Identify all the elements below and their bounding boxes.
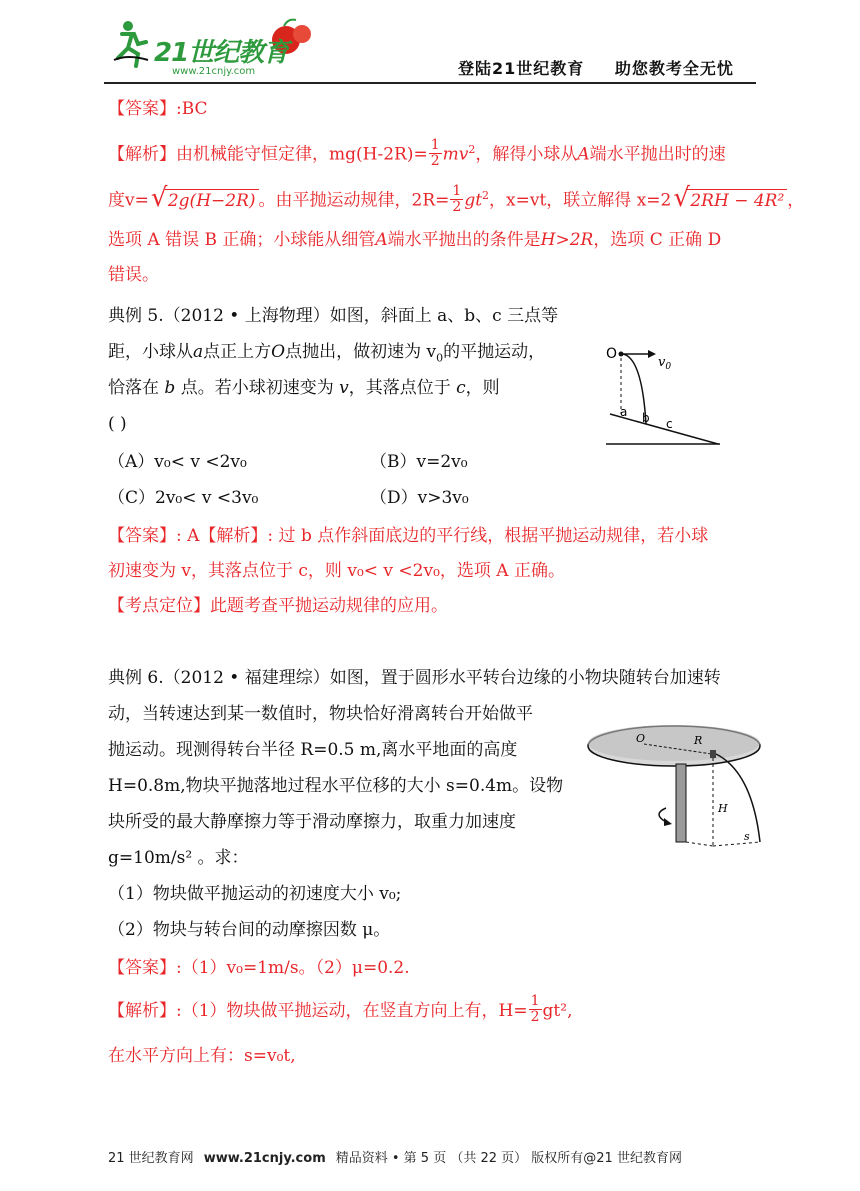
q4-answer-line [108, 97, 208, 121]
q4-analysis-line-4: 错误。 [108, 265, 159, 285]
text: 点正上方 [203, 342, 272, 362]
q5-answer-line-2: 初速变为 v，其落点位于 c，则 v₀< v <2v₀，选项 A 正确。 [108, 561, 565, 581]
text: 选项 A 错误 B 正确；小球能从细管 [108, 230, 376, 250]
incline-projectile-figure [596, 336, 726, 452]
block [710, 750, 716, 758]
fraction-denominator: 2 [430, 152, 440, 169]
q5-blank: ( ) [108, 414, 127, 434]
text: 度v= [108, 190, 149, 211]
q6-question-2: （2）物块与转台间的动摩擦因数 μ。 [108, 920, 391, 940]
text: A [375, 230, 388, 250]
text: ， [787, 190, 805, 211]
polygon [664, 818, 672, 826]
q6-stem-line-4: H=0.8m,物块平抛落地过程水平位移的大小 s=0.4m。设物 [108, 776, 564, 796]
text: ，选项 C 正确 D [593, 230, 722, 250]
logo-text: 21世纪教育 [154, 38, 289, 68]
text: mv [442, 144, 469, 165]
turntable-figure [584, 716, 764, 856]
fraction-numerator: 1 [430, 136, 440, 153]
q5-option-a: （A）v₀< v <2v₀ [108, 452, 247, 472]
text: a [193, 342, 204, 362]
arrow-head-icon [648, 350, 656, 358]
text: 。由平抛运动规律，2R= [258, 190, 450, 211]
text: O [271, 342, 286, 362]
q5-answer-line-1: 【答案】: A【解析】: 过 b 点作斜面底边的平行线，根据平抛运动规律，若小球 [108, 526, 709, 546]
analysis-label: 【解析】 [108, 1001, 176, 1021]
label-a: a [620, 405, 628, 419]
line [686, 842, 713, 846]
fraction-half [529, 994, 542, 1025]
q6-stem-line-1: 典例 6.（2012 • 福建理综）如图，置于圆形水平转台边缘的小物块随转台加速转 [108, 668, 721, 688]
text: gt [464, 190, 483, 211]
text: v [339, 378, 349, 398]
q4-analysis-line-1: 【解析】由机械能守恒定律，mg(H-2R)= $\frac{1}{2}$ $mv^2$，解得小球从A端水平抛出时的速 [108, 136, 726, 169]
label-s: s [744, 830, 750, 843]
sqrt-body: 2g(H−2R) [165, 189, 259, 212]
q5-stem-line-2: 距，小球从a点正上方O点抛出，做初速为 $v_0$的平抛运动， [108, 342, 546, 365]
q6-stem-line-3: 抛运动。现测得转台半径 R=0.5 m,离水平地面的高度 [108, 740, 518, 760]
q5-option-b: （B）v=2v₀ [370, 452, 468, 472]
text: ，x=vt，联立解得 x=2 [489, 190, 672, 211]
q6-question-1: （1）物块做平抛运动的初速度大小 v₀; [108, 884, 402, 904]
text: 点。若小球初速变为 [180, 378, 334, 398]
launch-point-dot [619, 352, 624, 357]
q6-solution-line-1 [108, 993, 573, 1027]
ellipse [588, 725, 760, 761]
fraction-denominator: 2 [452, 198, 462, 215]
label-o: O [606, 346, 618, 362]
fraction-numerator: 1 [530, 993, 540, 1009]
answer-label: 【答案】: [108, 99, 182, 119]
label-v0 [658, 355, 671, 372]
fraction-half [450, 184, 463, 215]
slogan-right: 助您教考全无忧 [614, 59, 734, 78]
label-r: R [694, 734, 703, 747]
text: ，解得小球从 [475, 144, 578, 165]
text: 0 [665, 362, 672, 372]
text: c [456, 378, 466, 398]
page-footer [108, 1147, 682, 1166]
text: 端水平抛出时的速 [589, 144, 726, 165]
q6-answer-line: 【答案】:（1）v₀=1m/s。（2）μ=0.2. [108, 958, 410, 978]
q4-analysis-line-3 [108, 228, 721, 252]
q5-stem-line-3 [108, 376, 500, 400]
q5-option-d: （D）v>3v₀ [370, 488, 469, 508]
label-h: H [718, 802, 728, 815]
text: ，则 [465, 378, 500, 398]
footer-url: www.21cnjy.com [203, 1151, 326, 1166]
fraction-numerator: 1 [452, 182, 462, 199]
text: gt², [542, 1001, 573, 1021]
analysis-label: 【解析】 [108, 144, 176, 165]
slogan-left: 登陆21世纪教育 [458, 59, 585, 78]
q5-option-c: （C）2v₀< v <3v₀ [108, 488, 259, 508]
q4-analysis-line-2: 度v= √ 2g(H−2R) 。由平抛运动规律，2R= $\frac{1}{2}$ $gt^2$，x=vt，联立解得 x=2 √ 2RH − 4R² ， [108, 182, 805, 215]
text: A [577, 144, 590, 165]
q6-stem-line-6: g=10m/s² 。求： [108, 848, 249, 868]
header-divider [104, 82, 756, 84]
fall-trajectory [716, 754, 760, 842]
answer-value: BC [181, 99, 208, 119]
horizontal-distance-line [713, 842, 760, 846]
sqrt-expression: √ 2g(H−2R) [151, 189, 259, 213]
sqrt-body: 2RH − 4R² [687, 189, 787, 212]
sqrt-expression: √ 2RH − 4R² [673, 189, 787, 213]
text: 距，小球从 [108, 342, 193, 362]
q6-stem-line-5: 块所受的最大静摩擦力等于滑动摩擦力，取重力加速度 [108, 812, 516, 832]
turntable-shaft [676, 764, 686, 842]
q5-stem-line-1: 典例 5.（2012 • 上海物理）如图，斜面上 a、b、c 三点等 [108, 306, 559, 326]
label-c: c [666, 417, 673, 431]
header-slogan [458, 56, 734, 79]
text: :（1）物块做平抛运动，在竖直方向上有，H= [176, 1001, 528, 1021]
text: ，其落点位于 [348, 378, 451, 398]
footer-right: 精品资料 • 第 5 页 （共 22 页） 版权所有@21 世纪教育网 [335, 1151, 682, 1166]
q6-solution-line-2: 在水平方向上有：s=v₀t, [108, 1046, 296, 1066]
text: 由机械能守恒定律，mg(H-2R)= [176, 144, 428, 165]
footer-left: 21 世纪教育网 [108, 1151, 194, 1166]
running-man-icon [114, 21, 148, 66]
text: 的平抛运动， [443, 342, 546, 362]
text: b [164, 378, 176, 398]
text: v [658, 355, 666, 370]
label-o: O [636, 732, 646, 745]
fraction-half [429, 138, 442, 169]
logo-url: www.21cnjy.com [172, 66, 256, 77]
q6-stem-line-2: 动，当转速达到某一数值时，物块恰好滑离转台开始做平 [108, 704, 533, 724]
text: 恰落在 [108, 378, 159, 398]
text: 端水平抛出的条件是 [387, 230, 541, 250]
q5-topic-line: 【考点定位】此题考查平抛运动规律的应用。 [108, 596, 448, 616]
text: H>2R [540, 230, 594, 250]
text: 点抛出，做初速为 v [285, 342, 437, 362]
label-b: b [642, 411, 650, 425]
fraction-denominator: 2 [530, 1009, 540, 1025]
